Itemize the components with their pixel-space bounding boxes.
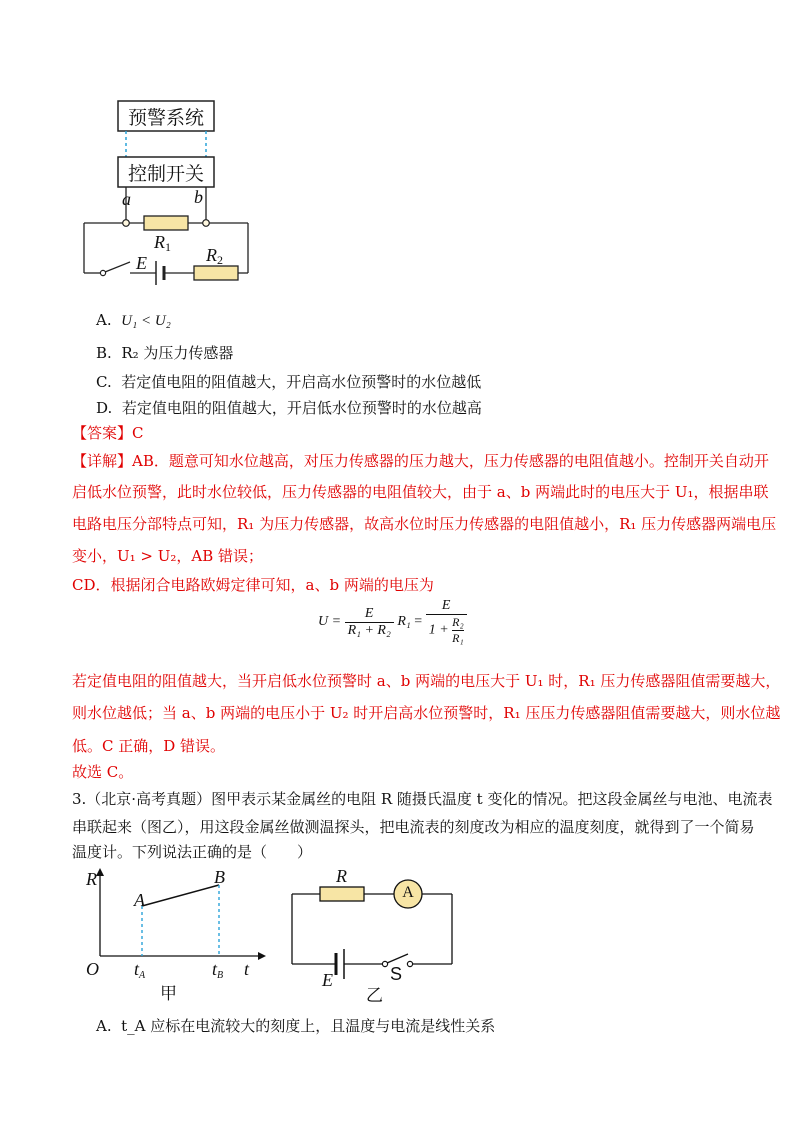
switch-lever	[105, 262, 130, 272]
option-c: C. 若定值电阻的阻值越大，开启高水位预警时的水位越低	[96, 373, 482, 391]
y-axis-arrow	[96, 868, 104, 876]
ammeter-label: A	[402, 884, 414, 901]
circuit-e-label: E	[322, 970, 333, 990]
graph-x-label: t	[244, 959, 250, 979]
thermometer-circuit-diagram	[282, 870, 462, 980]
terminal-b	[203, 220, 210, 227]
voltage-formula: U = $\frac{E}{\text{R₁ + R₂}}$ R₁ = E 1 + $\frac{\text{R₂}}{\text{R₁}}$	[318, 598, 467, 658]
point-b-label: B	[214, 867, 225, 887]
terminal-a	[123, 220, 130, 227]
detail-line-7: 则水位越低；当 a、b 两端的电压小于 U₂ 时开启高水位预警时，R₁ 压压力传感器阻值需要越大，则水位越	[72, 704, 781, 722]
line-ab	[142, 885, 219, 906]
tick-tb-label: $t_B$	[212, 959, 224, 981]
switch-lever	[387, 954, 408, 963]
conclusion-line: 故选 C。	[72, 763, 134, 781]
switch-contact	[407, 961, 412, 966]
x-axis-arrow	[258, 952, 266, 960]
detail-line-5: CD．根据闭合电路欧姆定律可知，a、b 两端的电压为	[72, 576, 434, 594]
option-d: D. 若定值电阻的阻值越大，开启低水位预警时的水位越高	[96, 399, 482, 417]
resistor-r2	[194, 266, 238, 280]
detail-line-6: 若定值电阻的阻值越大，当开启低水位预警时 a、b 两端的电压大于 U₁ 时，R₁ 压力传感器阻值需要越大，	[72, 672, 781, 690]
q3-line-1: 3.（北京·高考真题）图甲表示某金属丝的电阻 R 随摄氏温度 t 变化的情况。把这段金属丝与电池、电流表	[72, 790, 773, 808]
switch-pivot	[100, 270, 105, 275]
caption-yi: 乙	[366, 986, 383, 1006]
point-a-label: A	[134, 890, 145, 910]
control-switch-label: 控制开关	[127, 163, 204, 185]
label-a: a	[122, 189, 131, 209]
label-r2: $R_2$	[206, 245, 223, 267]
q3-option-a: A. t_A 应标在电流较大的刻度上，且温度与电流是线性关系	[96, 1017, 496, 1035]
resistor-r1	[144, 216, 188, 230]
caption-jia: 甲	[160, 984, 177, 1004]
detail-line-4: 变小，U₁ > U₂，AB 错误；	[72, 547, 264, 565]
circuit-r-label: R	[336, 866, 347, 886]
option-a: A. U₁ < U₂	[96, 311, 171, 329]
graph-y-label: R	[86, 869, 97, 889]
origin-label: O	[86, 959, 99, 979]
switch-pivot	[382, 961, 387, 966]
label-b: b	[194, 187, 203, 207]
tick-ta-label: $t_A$	[134, 959, 146, 981]
label-r1: $R_1$	[154, 232, 171, 254]
detail-line-3: 电路电压分部特点可知，R₁ 为压力传感器，故高水位时压力传感器的电阻值越小，R₁ 压力传感器两端电压	[72, 515, 777, 533]
detail-line-1: 【详解】AB．题意可知水位越高，对压力传感器的压力越大，压力传感器的电阻值越小。控制开关自动开	[72, 452, 769, 470]
detail-line-8: 低。C 正确，D 错误。	[72, 737, 226, 755]
q3-line-3: 温度计。下列说法正确的是（ ）	[72, 843, 313, 861]
circuit-s-label: S	[390, 964, 403, 984]
q3-line-2: 串联起来（图乙），用这段金属丝做测温探头，把电流表的刻度改为相应的温度刻度，就得到了一个简易	[72, 818, 755, 836]
warning-system-label: 预警系统	[127, 107, 204, 129]
metal-wire-resistor	[320, 887, 364, 901]
option-b: B. R₂ 为压力传感器	[96, 344, 234, 362]
detail-line-2: 启低水位预警，此时水位较低，压力传感器的电阻值较大，由于 a、b 两端此时的电压大于 U₁，根据串联	[72, 483, 769, 501]
label-e: E	[136, 253, 147, 273]
answer-line: 【答案】C	[72, 424, 144, 442]
